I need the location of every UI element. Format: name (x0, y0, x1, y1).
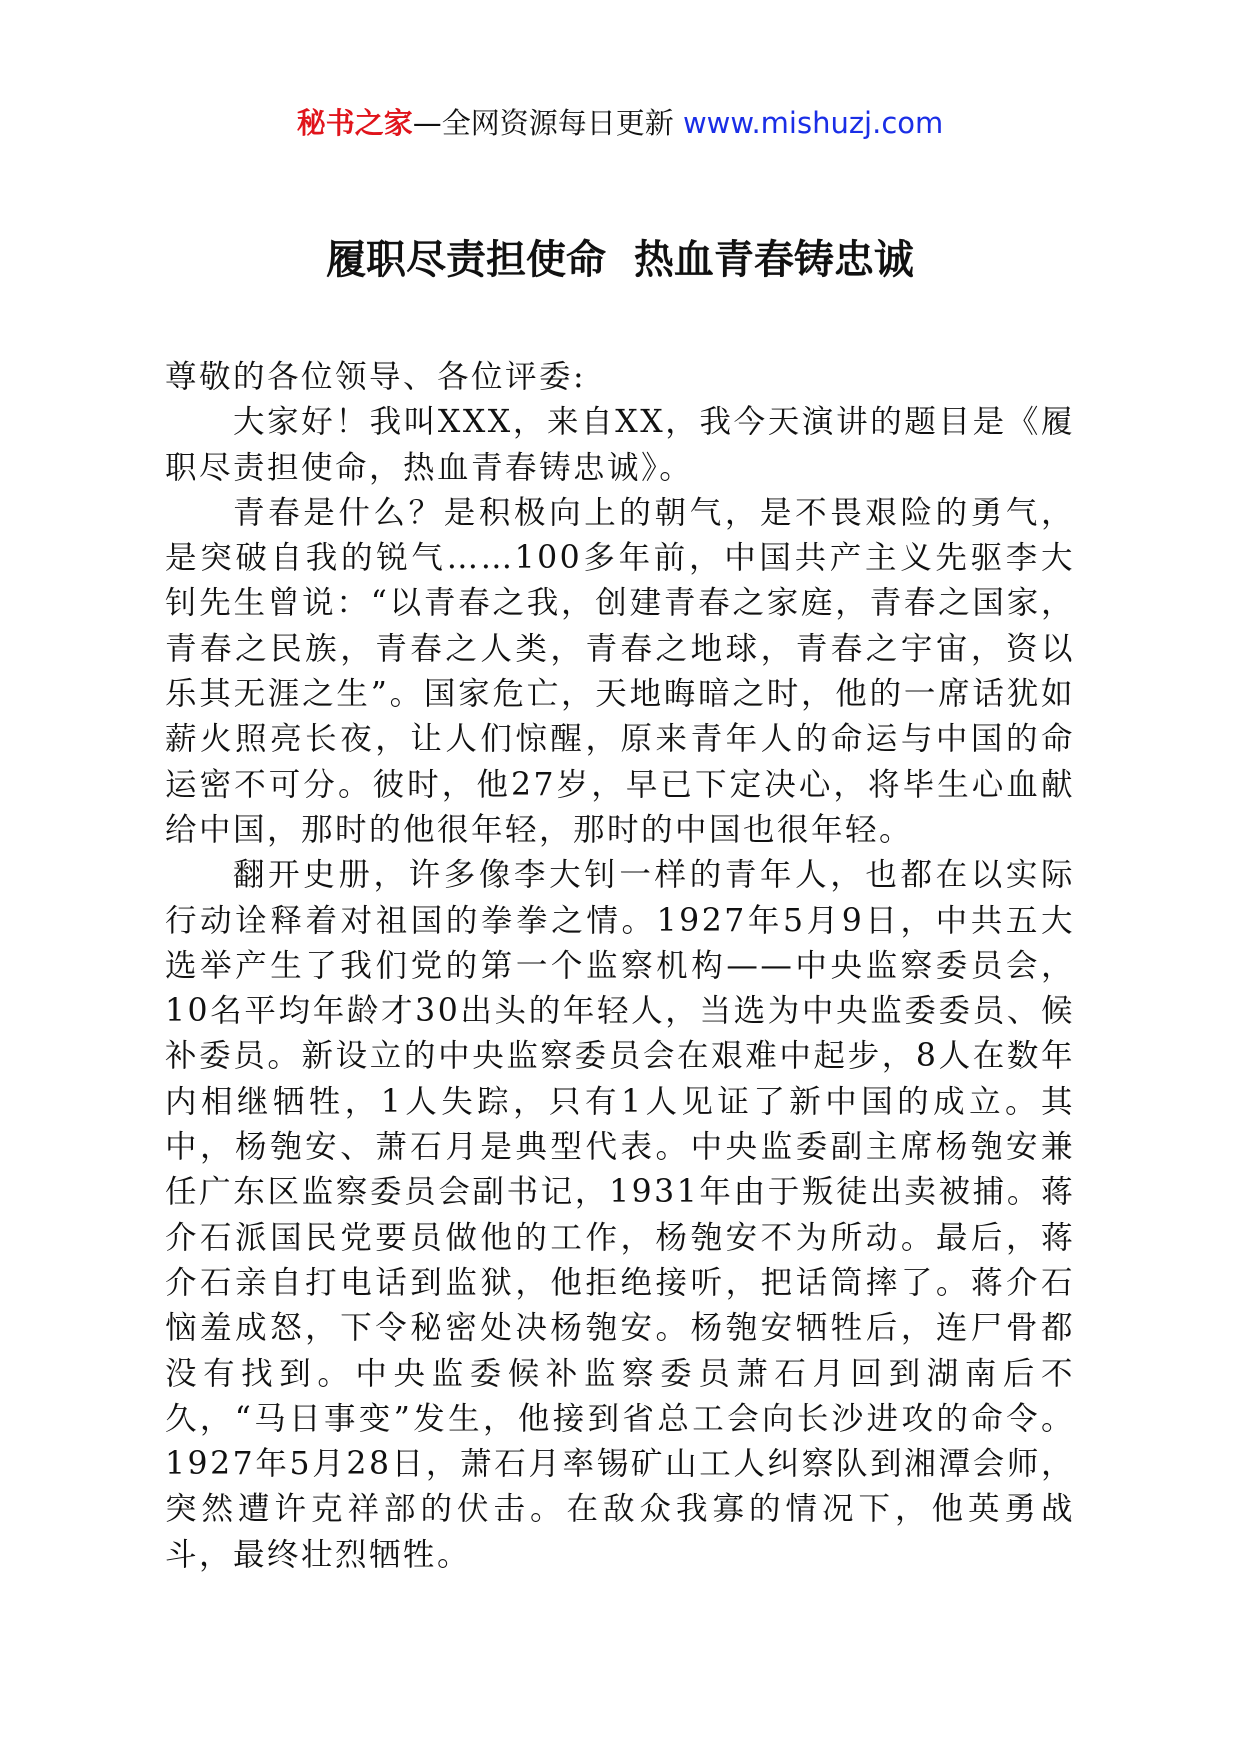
site-header (0, 103, 1240, 143)
site-url[interactable]: www.mishuzj.com (682, 106, 944, 140)
document-body (165, 355, 1075, 1578)
paragraph-history: 翻开史册，许多像李大钊一样的青年人，也都在以实际行动诠释着对祖国的拳拳之情。1927年5月9日，中共五大选举产生了我们党的第一个监察机构——中央监察委员会，10名平均年龄才30出头的年轻人，当选为中央监委委员、候补委员。新设立的中央监察委员会在艰难中起步，8人在数年内相继牺牲，1人失踪，只有1人见证了新中国的成立。其中，杨匏安、萧石月是典型代表。中央监委副主席杨匏安兼任广东区监察委员会副书记，1931年由于叛徒出卖被捕。蒋介石派国民党要员做他的工作，杨匏安不为所动。最后，蒋介石亲自打电话到监狱，他拒绝接听，把话筒摔了。蒋介石恼羞成怒，下令秘密处决杨匏安。杨匏安牺牲后，连尸骨都没有找到。中央监委候补监察委员萧石月回到湖南后不久，“马日事变”发生，他接到省总工会向长沙进攻的命令。1927年5月28日，萧石月率锡矿山工人纠察队到湘潭会师，突然遭许克祥部的伏击。在敌众我寡的情况下，他英勇战斗，最终壮烈牺牲。 (165, 857, 1075, 1573)
document-title: 履职尽责担使命 热血青春铸忠诚 (326, 236, 914, 283)
paragraph-greeting: 大家好！我叫XXX，来自XX，我今天演讲的题目是《履职尽责担使命，热血青春铸忠诚》。 (165, 404, 1075, 486)
site-brand: 秘书之家 (296, 106, 413, 140)
paragraph-youth: 青春是什么？是积极向上的朝气，是不畏艰险的勇气，是突破自我的锐气……100多年前，中国共产主义先驱李大钊先生曾说：“以青春之我，创建青春之家庭，青春之国家，青春之民族，青春之人类，青春之地球，青春之宇宙，资以乐其无涯之生”。国家危亡，天地晦暗之时，他的一席话犹如薪火照亮长夜，让人们惊醒，原来青年人的命运与中国的命运密不可分。彼时，他27岁，早已下定决心，将毕生心血献给中国，那时的他很年轻，那时的中国也很年轻。 (165, 494, 1075, 848)
salutation: 尊敬的各位领导、各位评委: (165, 359, 587, 395)
site-slogan: —全网资源每日更新 (412, 106, 683, 140)
